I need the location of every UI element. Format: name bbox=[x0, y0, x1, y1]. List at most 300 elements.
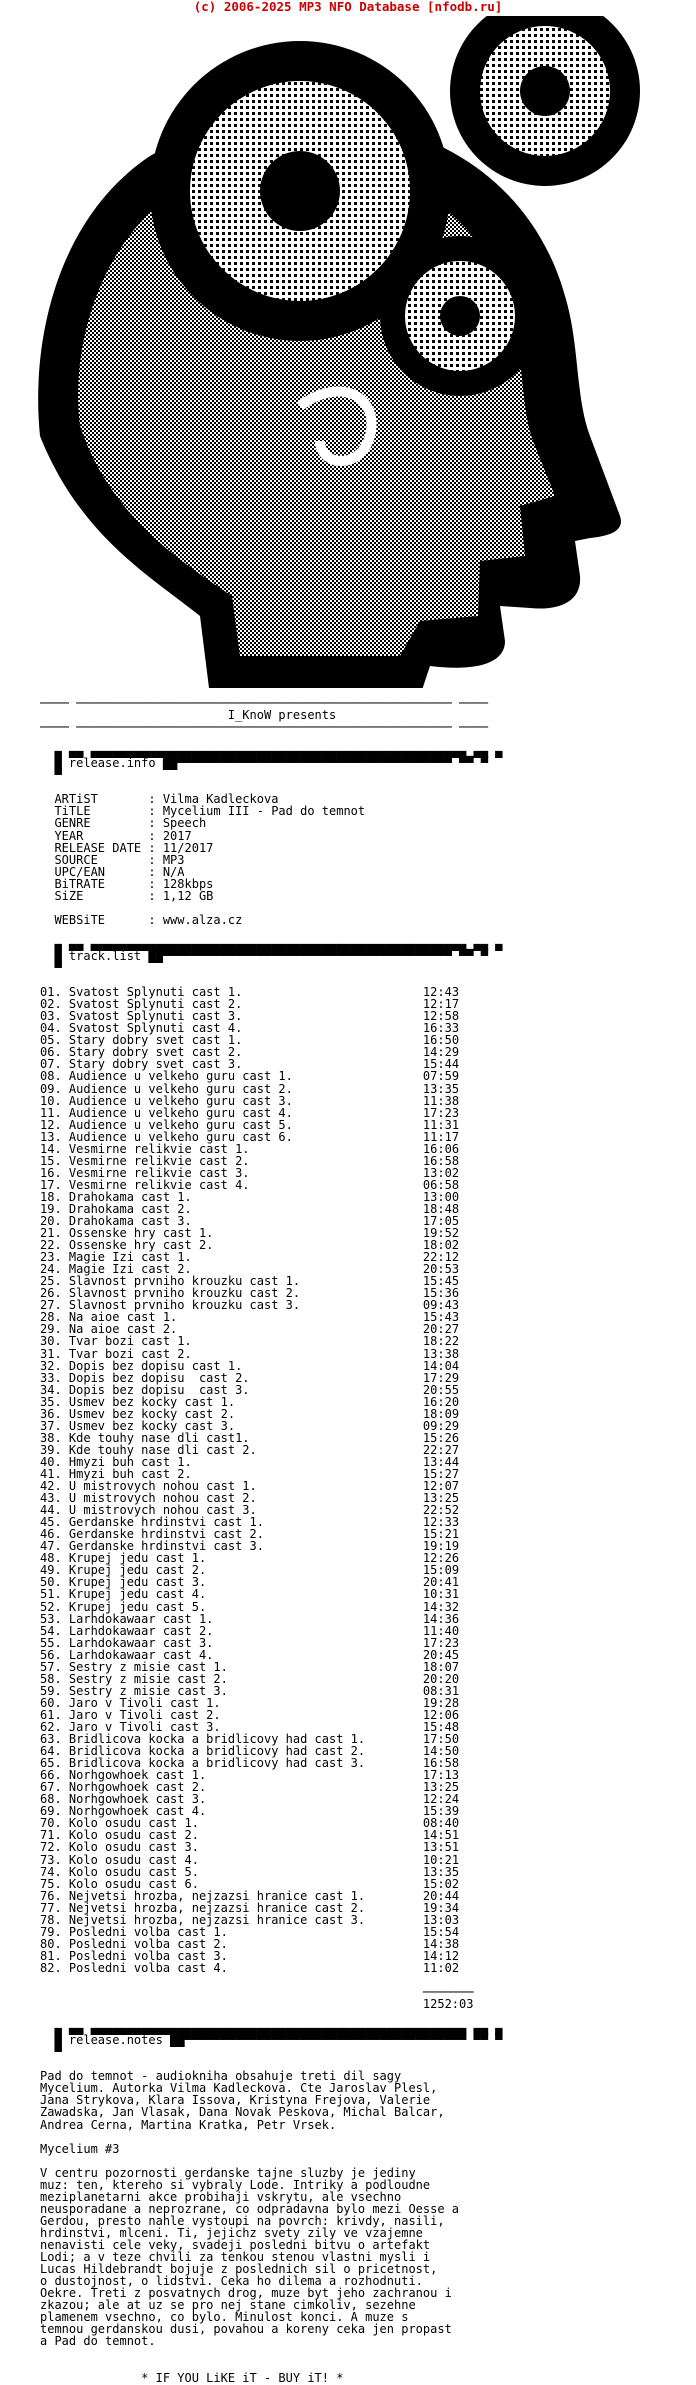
note-line: plamenem vsechno, co bylo. Minulost konci. A muze s bbox=[40, 2310, 409, 2325]
track-number: 46 bbox=[40, 1527, 55, 1542]
track-title: Larhdokawaar cast 1. bbox=[68, 1611, 423, 1626]
track-time: 15:45 bbox=[422, 1274, 460, 1289]
track-time: 17:23 bbox=[422, 1635, 460, 1650]
copyright-banner: (c) 2006-2025 MP3 NFO Database [nfodb.ru] bbox=[193, 0, 503, 14]
track-title: Audience u velkeho guru cast 4. bbox=[68, 1105, 423, 1120]
track-number: 12 bbox=[40, 1117, 55, 1132]
track-number: 35 bbox=[40, 1394, 55, 1409]
track-title: Audience u velkeho guru cast 5. bbox=[68, 1117, 423, 1132]
info-key: YEAR bbox=[54, 828, 149, 843]
track-time: 16:58 bbox=[422, 1153, 460, 1168]
track-time: 14:04 bbox=[422, 1358, 460, 1373]
track-number: 47 bbox=[40, 1539, 55, 1554]
track-title: U mistrovych nohou cast 2. bbox=[68, 1491, 423, 1506]
info-key: UPC/EAN bbox=[54, 864, 149, 879]
track-title: Kde touhy nase dli cast 2. bbox=[68, 1442, 423, 1457]
small-gear-top bbox=[450, 16, 640, 186]
track-number: 64 bbox=[40, 1744, 55, 1759]
track-time: 20:44 bbox=[422, 1888, 460, 1903]
track-number: 54 bbox=[40, 1623, 55, 1638]
info-value: 11/2017 bbox=[162, 840, 214, 855]
head-with-gears-ascii-art bbox=[0, 16, 696, 688]
track-title: Vesmirne relikvie cast 1. bbox=[68, 1141, 423, 1156]
footer-slogan: * IF YOU LiKE iT - BUY iT! * bbox=[141, 2370, 344, 2385]
info-key: TiTLE bbox=[54, 804, 149, 819]
track-time: 11:31 bbox=[422, 1117, 460, 1132]
track-title: Audience u velkeho guru cast 1. bbox=[68, 1069, 423, 1084]
track-title: Svatost Splynuti cast 1. bbox=[68, 985, 423, 1000]
track-number: 66 bbox=[40, 1768, 55, 1783]
track-time: 17:29 bbox=[422, 1370, 460, 1385]
track-number: 72 bbox=[40, 1840, 55, 1855]
track-title: Drahokama cast 3. bbox=[68, 1214, 423, 1229]
track-time: 13:02 bbox=[422, 1165, 460, 1180]
track-title: Sestry z misie cast 2. bbox=[68, 1671, 423, 1686]
track-number: 14 bbox=[40, 1141, 55, 1156]
track-time: 20:41 bbox=[422, 1575, 460, 1590]
track-number: 02 bbox=[40, 997, 55, 1012]
track-title: Ossenske hry cast 2. bbox=[68, 1238, 423, 1253]
track-title: Gerdanske hrdinstvi cast 1. bbox=[68, 1515, 423, 1530]
track-time: 18:07 bbox=[422, 1659, 460, 1674]
small-gear-middle bbox=[380, 236, 540, 396]
track-title: Kolo osudu cast 4. bbox=[68, 1852, 423, 1867]
info-key: GENRE bbox=[54, 816, 149, 831]
track-time: 15:02 bbox=[422, 1876, 460, 1891]
track-number: 67 bbox=[40, 1780, 55, 1795]
track-number: 65 bbox=[40, 1756, 55, 1771]
track-time: 13:25 bbox=[422, 1491, 460, 1506]
track-title: Drahokama cast 2. bbox=[68, 1201, 423, 1216]
track-number: 61 bbox=[40, 1707, 55, 1722]
track-time: 12:06 bbox=[422, 1707, 460, 1722]
track-time: 12:58 bbox=[422, 1009, 460, 1024]
track-number: 17 bbox=[40, 1177, 55, 1192]
track-number: 43 bbox=[40, 1491, 55, 1506]
note-line: muz: ten, ktereho si vybraly Lode. Intriky a podloudne bbox=[40, 2177, 431, 2192]
track-title: Kolo osudu cast 2. bbox=[68, 1828, 423, 1843]
info-value: Vilma Kadleckova bbox=[162, 792, 279, 807]
track-time: 09:43 bbox=[422, 1298, 460, 1313]
track-time: 22:52 bbox=[422, 1503, 460, 1518]
track-time: 14:36 bbox=[422, 1611, 460, 1626]
track-number: 04 bbox=[40, 1021, 55, 1036]
track-time: 20:55 bbox=[422, 1382, 460, 1397]
track-title: Tvar bozi cast 2. bbox=[68, 1346, 423, 1361]
track-time: 17:05 bbox=[422, 1214, 460, 1229]
release-notes-block bbox=[40, 2069, 459, 2348]
track-time: 16:33 bbox=[422, 1021, 460, 1036]
track-time: 11:02 bbox=[422, 1960, 460, 1975]
track-number: 28 bbox=[40, 1310, 55, 1325]
track-title: Krupej jedu cast 2. bbox=[68, 1563, 423, 1578]
track-time: 19:28 bbox=[422, 1695, 460, 1710]
track-title: Kolo osudu cast 1. bbox=[68, 1816, 423, 1831]
track-time: 13:25 bbox=[422, 1780, 460, 1795]
track-title: Nejvetsi hrozba, nejzazsi hranice cast 2. bbox=[68, 1900, 423, 1915]
track-number: 34 bbox=[40, 1382, 55, 1397]
track-title: Bridlicova kocka a bridlicovy had cast 3. bbox=[68, 1756, 423, 1771]
track-time: 20:45 bbox=[422, 1647, 460, 1662]
note-line: a Pad do temnot. bbox=[40, 2334, 156, 2349]
track-number: 62 bbox=[40, 1719, 55, 1734]
track-title: Sestry z misie cast 1. bbox=[68, 1659, 423, 1674]
track-time: 19:19 bbox=[422, 1539, 460, 1554]
track-number: 18 bbox=[40, 1189, 55, 1204]
track-title: Nejvetsi hrozba, nejzazsi hranice cast 3. bbox=[68, 1912, 423, 1927]
track-title: Posledni volba cast 2. bbox=[68, 1936, 423, 1951]
track-number: 01 bbox=[40, 985, 55, 1000]
track-number: 20 bbox=[40, 1214, 55, 1229]
note-line: Lodi; a v teze chvili za tenkou stenou vlastni mysli i bbox=[40, 2250, 431, 2265]
track-time: 17:13 bbox=[422, 1768, 460, 1783]
track-title: U mistrovych nohou cast 1. bbox=[68, 1479, 423, 1494]
track-time: 18:22 bbox=[422, 1334, 460, 1349]
track-time: 15:36 bbox=[422, 1286, 460, 1301]
track-title: Slavnost prvniho krouzku cast 2. bbox=[68, 1286, 423, 1301]
track-number: 55 bbox=[40, 1635, 55, 1650]
track-title: Slavnost prvniho krouzku cast 1. bbox=[68, 1274, 423, 1289]
track-title: Sestry z misie cast 3. bbox=[68, 1683, 423, 1698]
track-title: Vesmirne relikvie cast 2. bbox=[68, 1153, 423, 1168]
note-line: o dustojnost, o lidstvi. Ceka ho dilema a rozhodnuti. bbox=[40, 2274, 423, 2289]
track-title: Svatost Splynuti cast 4. bbox=[68, 1021, 423, 1036]
track-number: 10 bbox=[40, 1093, 55, 1108]
track-title: Svatost Splynuti cast 2. bbox=[68, 997, 423, 1012]
track-number: 38 bbox=[40, 1430, 55, 1445]
track-number: 13 bbox=[40, 1129, 55, 1144]
track-number: 31 bbox=[40, 1346, 55, 1361]
track-time: 15:43 bbox=[422, 1310, 460, 1325]
track-title: Magie Izi cast 1. bbox=[68, 1250, 423, 1265]
track-title: Krupej jedu cast 3. bbox=[68, 1575, 423, 1590]
track-time: 15:54 bbox=[422, 1924, 460, 1939]
note-line: Pad do temnot - audiokniha obsahuje treti dil sagy bbox=[40, 2069, 402, 2084]
track-number: 36 bbox=[40, 1406, 55, 1421]
track-time: 16:06 bbox=[422, 1141, 460, 1156]
track-number: 40 bbox=[40, 1454, 55, 1469]
track-number: 41 bbox=[40, 1467, 55, 1481]
track-time: 15:44 bbox=[422, 1057, 460, 1072]
info-key: ARTiST bbox=[54, 792, 149, 807]
track-time: 15:39 bbox=[422, 1804, 460, 1819]
track-time: 14:12 bbox=[422, 1948, 460, 1963]
track-number: 50 bbox=[40, 1575, 55, 1590]
track-time: 19:52 bbox=[422, 1226, 460, 1241]
info-key: SiZE bbox=[54, 888, 149, 903]
track-number: 33 bbox=[40, 1370, 55, 1385]
track-number: 26 bbox=[40, 1286, 55, 1301]
track-title: Kolo osudu cast 6. bbox=[68, 1876, 423, 1891]
track-title: Audience u velkeho guru cast 6. bbox=[68, 1129, 423, 1144]
track-number: 19 bbox=[40, 1201, 55, 1216]
track-time: 14:38 bbox=[422, 1936, 460, 1951]
track-number: 09 bbox=[40, 1081, 55, 1096]
track-time: 14:51 bbox=[422, 1828, 460, 1843]
track-title: Jaro v Tivoli cast 3. bbox=[68, 1719, 423, 1734]
note-line: Gerdou, presto nahle vystoupi na povrch: krivdy, nasili, bbox=[40, 2213, 445, 2228]
track-list-block: 01. Svatost Splynuti cast 1. 12:43 02. Svatost Splynuti cast 2. 12:17 03. Svatost Splynuti cast 3. 12:58 04. Svatost Splynuti cast 4. 16:33 05. Stary dobry svet cast 1. 16:50 06. Stary dobry svet cast 2. 14:29 07. Stary dobry svet cast 3. 15:44 08. Audience u velkeho guru cast 1. 07:59 09. Audience u velkeho guru cast 2. 13:35 10. Audience u velkeho guru cast 3. 11:38 11. Audience u velkeho guru cast 4. 17:23 12. Audience u velkeho guru cast 5. 11:31 13. Audience u velkeho guru cast 6. 11:17 14. Vesmirne relikvie cast 1. 16:06 15. Vesmirne relikvie cast 2. 16:58 16. Vesmirne relikvie cast 3. 13:02 17. Vesmirne relikvie cast 4. 06:58 18. Drahokama cast 1. 13:00 19. Drahokama cast 2. 18:48 20. Drahokama cast 3. 17:05 21. Ossenske hry cast 1. 19:52 22. Ossenske hry cast 2. 18:02 23. Magie Izi cast 1. 22:12 24. Magie Izi cast 2. 20:53 25. Slavnost prvniho krouzku cast 1. 15:45 26. Slavnost prvniho krouzku cast 2. 15:36 27. Slavnost prvniho krouzku cast 3. 09:43 28. Na aioe cast 1. 15:43 29. Na aioe cast 2. 20:27 30. Tvar bozi cast 1. 18:22 31. Tvar bozi cast 2. 13:38 32. Dopis bez dopisu cast 1. 14:04 33. Dopis bez dopisu cast 2. 17:29 34. Dopis bez dopisu cast 3. 20:55 35. Usmev bez kocky cast 1. 16:20 36. Usmev bez kocky cast 2. 18:09 37. Usmev bez kocky cast 3. 09:29 38. Kde touhy nase dli cast1. 15:26 39. Kde touhy nase dli cast 2. 22:27 40. Hmyzi buh cast 1. 13:44 41. Hmyzi buh cast 2. 15:27 42. U mistrovych nohou cast 1. 12:07 43. U mistrovych nohou cast 2. 13:25 44. U mistrovych nohou cast 3. 22:52 45. Gerdanske hrdinstvi cast 1. 12:33 46. Gerdanske hrdinstvi cast 2. 15:21 47. Gerdanske hrdinstvi cast 3. 19:19 48. Krupej jedu cast 1. 12:26 49. Krupej jedu cast 2. 15:09 50. Krupej jedu cast 3. 20:41 51. Krupej jedu cast 4. 10:31 52. Krupej jedu cast 5. 14:32 53. Larhdokawaar cast 1. 14:36 54. Larhdokawaar cast 2. 11:40 55. Larhdokawaar cast 3. 17:23 56. Larhdokawaar cast 4. 20:45 57. Sestry z misie cast 1. 18:07 58. Sestry z misie cast 2. 20:20 59. Sestry z misie cast 3. 08:31 60. Jaro v Tivoli cast 1. 19:28 61. Jaro v Tivoli cast 2. 12:06 62. Jaro v Tivoli cast 3. 15:48 63. Bridlicova kocka a bridlicovy had cast 1. 17:50 64. Bridlicova kocka a bridlicovy had cast 2. 14:50 65. Bridlicova kocka a bridlicovy had cast 3. 16:58 66. Norhgowhoek cast 1. 17:13 67. Norhgowhoek cast 2. 13:25 68. Norhgowhoek cast 3. 12:24 69. Norhgowhoek cast 4. 15:39 70. Kolo osudu cast 1. 08:40 71. Kolo osudu cast 2. 14:51 72. Kolo osudu cast 3. 13:51 73. Kolo osudu cast 4. 10:21 74. Kolo osudu cast 5. 13:35 75. Kolo osudu cast 6. 15:02 76. Nejvetsi hrozba, nejzazsi hranice cast 1. 20:44 77. Nejvetsi hrozba, nejzazsi hranice cast 2. 19:34 78. Nejvetsi hrozba, nejzazsi hranice cast 3. 13:03 79. Posledni volba cast 1. 15:54 80. Posledni volba cast 2. 14:38 81. Posledni volba cast 3. 14:12 82. Posledni volba cast 4. 11:02 bbox=[40, 985, 460, 1975]
track-title: Bridlicova kocka a bridlicovy had cast 1. bbox=[68, 1732, 423, 1747]
section-release-info: release.info bbox=[68, 756, 156, 771]
track-number: 45 bbox=[40, 1515, 55, 1530]
track-title: Ossenske hry cast 1. bbox=[68, 1226, 423, 1241]
track-number: 76 bbox=[40, 1888, 55, 1903]
track-title: Vesmirne relikvie cast 4. bbox=[68, 1177, 423, 1192]
track-number: 82 bbox=[40, 1960, 55, 1975]
track-time: 08:31 bbox=[422, 1683, 460, 1698]
track-number: 59 bbox=[40, 1683, 55, 1698]
track-time: 14:32 bbox=[422, 1599, 460, 1614]
track-time: 22:12 bbox=[422, 1250, 460, 1265]
track-time: 15:09 bbox=[422, 1563, 460, 1578]
info-value: 128kbps bbox=[162, 876, 214, 891]
track-title: Usmev bez kocky cast 2. bbox=[68, 1406, 423, 1421]
track-title: Posledni volba cast 3. bbox=[68, 1948, 423, 1963]
track-time: 13:35 bbox=[422, 1081, 460, 1096]
track-title: Usmev bez kocky cast 3. bbox=[68, 1418, 423, 1433]
track-title: Audience u velkeho guru cast 2. bbox=[68, 1081, 423, 1096]
track-time: 13:35 bbox=[422, 1864, 460, 1879]
track-title: U mistrovych nohou cast 3. bbox=[68, 1503, 423, 1518]
note-line: Mycelium #3 bbox=[40, 2141, 120, 2156]
track-title: Krupej jedu cast 1. bbox=[68, 1551, 423, 1566]
track-time: 19:34 bbox=[422, 1900, 460, 1915]
track-time: 16:20 bbox=[422, 1394, 460, 1409]
track-time: 10:31 bbox=[422, 1587, 460, 1602]
track-number: 16 bbox=[40, 1165, 55, 1180]
track-title: Na aioe cast 1. bbox=[68, 1310, 423, 1325]
track-title: Nejvetsi hrozba, nejzazsi hranice cast 1. bbox=[68, 1888, 423, 1903]
nfo-text: ──── ──────────────────────────────────────────────────── ──── I_KnoW presents ──── ──────────────────────────────────────────────────── ──── ▄ ▄▄ ▄▄▄▄▄▄▄▄▄▄▄▄▄▄▄▄▄▄▄▄▄▄▄▄▄▄▄▄▄▄▄▄▄▄▄▄▄▄▄▄▄▄▄▄▄▄▄▄▄▄▄▄ ▄▄ ▄ █ release.info ██▀▀▀▀▀▀▀▀▀▀▀▀▀▀▀▀▀▀▀▀▀▀▀▀▀▀▀▀▀▀▀▀▀▀▀▀▀▀ ▀▀ ▀ ▀ ARTiST : Vilma Kadleckova TiTLE : Mycelium III - Pad do temnot GENRE : Speech YEAR : 2017 RELEASE DATE : 11/2017 SOURCE : MP3 UPC/EAN : N/A BiTRATE : 128kbps SiZE : 1,12 GB WEBSiTE : www.alza.cz ▄ ▄▄ ▄▄▄▄▄▄▄▄▄▄▄▄▄▄▄▄▄▄▄▄▄▄▄▄▄▄▄▄▄▄▄▄▄▄▄▄▄▄▄▄▄▄▄▄▄▄▄▄▄▄▄▄ ▄▄ ▄ █ track.list ██▀▀▀▀▀▀▀▀▀▀▀▀▀▀▀▀▀▀▀▀▀▀▀▀▀▀▀▀▀▀▀▀▀▀▀▀▀▀▀▀ ▀▀ ▀ ▀ 01. Svatost Splynuti cast 1. 12:43 02. Svatost Splynuti cast 2. 12:17 03. Svatost Splynuti cast 3. 12:58 04. Svatost Splynuti cast 4. 16:33 05. Stary dobry svet cast 1. 16:50 06. Stary dobry svet cast 2. 14:29 07. Stary dobry svet cast 3. 15:44 08. Audience u velkeho guru cast 1. 07:59 09. Audience u velkeho guru cast 2. 13:35 10. Audience u velkeho guru cast 3. 11:38 11. Audience u velkeho guru cast 4. 17:23 12. Audience u velkeho guru cast 5. 11:31 13. Audience u velkeho guru cast 6. 11:17 14. Vesmirne relikvie cast 1. 16:06 15. Vesmirne relikvie cast 2. 16:58 16. Vesmirne relikvie cast 3. 13:02 17. Vesmirne relikvie cast 4. 06:58 18. Drahokama cast 1. 13:00 19. Drahokama cast 2. 18:48 20. Drahokama cast 3. 17:05 21. Ossenske hry cast 1. 19:52 22. Ossenske hry cast 2. 18:02 23. Magie Izi cast 1. 22:12 24. Magie Izi cast 2. 20:53 25. Slavnost prvniho krouzku cast 1. 15:45 26. Slavnost prvniho krouzku cast 2. 15:36 27. Slavnost prvniho krouzku cast 3. 09:43 28. Na aioe cast 1. 15:43 29. Na aioe cast 2. 20:27 30. Tvar bozi cast 1. 18:22 31. Tvar bozi cast 2. 13:38 32. Dopis bez dopisu cast 1. 14:04 33. Dopis bez dopisu cast 2. 17:29 34. Dopis bez dopisu cast 3. 20:55 35. Usmev bez kocky cast 1. 16:20 36. Usmev bez kocky cast 2. 18:09 37. Usmev bez kocky cast 3. 09:29 38. Kde touhy nase dli cast1. 15:26 39. Kde touhy nase dli cast 2. 22:27 40. Hmyzi buh cast 1. 13:44 41. Hmyzi buh cast 2. 15:27 42. U mistrovych nohou cast 1. 12:07 43. U mistrovych nohou cast 2. 13:25 44. U mistrovych nohou cast 3. 22:52 45. Gerdanske hrdinstvi cast 1. 12:33 46. Gerdanske hrdinstvi cast 2. 15:21 47. Gerdanske hrdinstvi cast 3. 19:19 48. Krupej jedu cast 1. 12:26 49. Krupej jedu cast 2. 15:09 50. Krupej jedu cast 3. 20:41 51. Krupej jedu cast 4. 10:31 52. Krupej jedu cast 5. 14:32 53. Larhdokawaar cast 1. 14:36 54. Larhdokawaar cast 2. 11:40 55. Larhdokawaar cast 3. 17:23 56. Larhdokawaar cast 4. 20:45 57. Sestry z misie cast 1. 18:07 58. Sestry z misie cast 2. 20:20 59. Sestry z misie cast 3. 08:31 60. Jaro v Tivoli cast 1. 19:28 61. Jaro v Tivoli cast 2. 12:06 62. Jaro v Tivoli cast 3. 15:48 63. Bridlicova kocka a bridlicovy had cast 1. 17:50 64. Bridlicova kocka a bridlicovy had cast 2. 14:50 65. Bridlicova kocka a bridlicovy had cast 3. 16:58 66. Norhgowhoek cast 1. 17:13 67. Norhgowhoek cast 2. 13:25 68. Norhgowhoek cast 3. 12:24 69. Norhgowhoek cast 4. 15:39 70. Kolo osudu cast 1. 08:40 71. Kolo osudu cast 2. 14:51 72. Kolo osudu cast 3. 13:51 73. Kolo osudu cast 4. 10:21 74. Kolo osudu cast 5. 13:35 75. Kolo osudu cast 6. 15:02 76. Nejvetsi hrozba, nejzazsi hranice cast 1. 20:44 77. Nejvetsi hrozba, nejzazsi hranice cast 2. 19:34 78. Nejvetsi hrozba, nejzazsi hranice cast 3. 13:03 79. Posledni volba cast 1. 15:54 80. Posledni volba cast 2. 14:38 81. Posledni volba cast 3. 14:12 82. Posledni volba cast 4. 11:02 ─────── 1252:03 ▄ ▄▄ ▄▄▄▄▄▄▄▄▄▄▄▄▄▄▄▄▄▄▄▄▄▄▄▄▄▄▄▄▄▄▄▄▄▄▄▄▄▄▄▄▄▄▄▄▄▄▄▄▄▄▄▄ ▄▄ ▄ █ release.notes ██▀▀▀▀▀▀▀▀▀▀▀▀▀▀▀▀▀▀▀▀▀▀▀▀▀▀▀▀▀▀▀▀▀▀▀▀▀▀▀ ▀▀ ▀ ▀ Pad do temnot - audiokniha obsahuje treti dil sagy Mycelium. Autorka Vilma Kadleckova. Cte Jaroslav Plesl, Jana Strykova, Klara Issova, Kristyna Frejova, Valerie Zawadska, Jan Vlasak, Dana Novak Peskova, Michal Balcar, Andrea Cerna, Martina Kratka, Petr Vrsek. Mycelium #3 V centru pozornosti gerdanske tajne sluzby je jediny muz: ten, ktereho si vybraly Lode. Intriky a podloudne meziplanetarni akce probihaji vskrytu, ale vsechno neusporadane a neprozrane, co odpradavna bylo mezi Oesse a Gerdou, presto nahle vystoupi na povrch: krivdy, nasili, hrdinstvi, mlceni. Ti, jejichz svety zily ve vzajemne nenavisti cele veky, svadeji posledni bitvu o artefakt Lodi; a v teze chvili za tenkou stenou vlastni mysli i Lucas Hildebrandt bojuje z poslednich sil o pricetnost, o dustojnost, o lidstvi. Ceka ho dilema a rozhodnuti. Oekre. Treti z posvatnych drog, muze byt jeho zachranou i zkazou; ale at uz se pro nej stane cimkoliv, sezehne plamenem vsechno, co bylo. Minulost konci. A muze s temnou gerdanskou dusi, povahou a koreny ceka jen propast a Pad do temnot. * IF YOU LiKE iT - BUY iT! * bbox=[40, 696, 503, 2385]
track-time: 12:24 bbox=[422, 1792, 460, 1807]
track-time: 13:44 bbox=[422, 1454, 460, 1469]
track-time: 22:27 bbox=[422, 1442, 460, 1457]
track-number: 63 bbox=[40, 1732, 55, 1747]
track-title: Tvar bozi cast 1. bbox=[68, 1334, 423, 1349]
track-title: Jaro v Tivoli cast 1. bbox=[68, 1695, 423, 1710]
note-line: neusporadane a neprozrane, co odpradavna bylo mezi Oesse a bbox=[40, 2201, 460, 2216]
track-time: 20:20 bbox=[422, 1671, 460, 1686]
track-title: Slavnost prvniho krouzku cast 3. bbox=[68, 1298, 423, 1313]
track-number: 11 bbox=[40, 1105, 55, 1120]
track-number: 52 bbox=[40, 1599, 55, 1614]
track-number: 15 bbox=[40, 1153, 55, 1168]
info-key: BiTRATE bbox=[54, 876, 149, 891]
track-time: 11:40 bbox=[422, 1623, 460, 1638]
track-number: 24 bbox=[40, 1262, 55, 1277]
track-title: Posledni volba cast 4. bbox=[68, 1960, 423, 1975]
track-title: Larhdokawaar cast 2. bbox=[68, 1623, 423, 1638]
track-title: Stary dobry svet cast 3. bbox=[68, 1057, 423, 1072]
track-time: 12:26 bbox=[422, 1551, 460, 1566]
note-line: Oekre. Treti z posvatnych drog, muze byt jeho zachranou i bbox=[40, 2286, 452, 2301]
track-time: 17:50 bbox=[422, 1732, 460, 1747]
track-number: 80 bbox=[40, 1936, 55, 1951]
track-number: 51 bbox=[40, 1587, 55, 1602]
track-time: 12:07 bbox=[422, 1479, 460, 1494]
track-title: Bridlicova kocka a bridlicovy had cast 2. bbox=[68, 1744, 423, 1759]
track-time: 20:27 bbox=[422, 1322, 460, 1337]
track-time: 16:50 bbox=[422, 1033, 460, 1048]
info-value: Speech bbox=[162, 816, 207, 831]
track-title: Audience u velkeho guru cast 3. bbox=[68, 1093, 423, 1108]
track-number: 37 bbox=[40, 1418, 55, 1433]
track-title: Svatost Splynuti cast 3. bbox=[68, 1009, 423, 1024]
track-time: 14:50 bbox=[422, 1744, 460, 1759]
track-number: 53 bbox=[40, 1611, 55, 1626]
note-line: temnou gerdanskou dusi, povahou a koreny ceka jen propast bbox=[40, 2322, 452, 2337]
track-number: 39 bbox=[40, 1442, 55, 1457]
track-time: 11:17 bbox=[422, 1129, 460, 1144]
track-time: 13:51 bbox=[422, 1840, 460, 1855]
track-title: Norhgowhoek cast 3. bbox=[68, 1792, 423, 1807]
track-number: 69 bbox=[40, 1804, 55, 1819]
track-number: 57 bbox=[40, 1659, 55, 1674]
note-line: Zawadska, Jan Vlasak, Dana Novak Peskova, Michal Balcar, bbox=[40, 2105, 445, 2120]
track-title: Kolo osudu cast 3. bbox=[68, 1840, 423, 1855]
track-title: Hmyzi buh cast 2. bbox=[68, 1467, 423, 1481]
track-title: Norhgowhoek cast 4. bbox=[68, 1804, 423, 1819]
section-track-list: track.list bbox=[68, 948, 142, 963]
track-number: 03 bbox=[40, 1009, 55, 1024]
info-value: Mycelium III - Pad do temnot bbox=[162, 804, 366, 819]
track-time: 17:23 bbox=[422, 1105, 460, 1120]
track-time: 13:00 bbox=[422, 1189, 460, 1204]
track-title: Kolo osudu cast 5. bbox=[68, 1864, 423, 1879]
track-number: 21 bbox=[40, 1226, 55, 1241]
track-title: Krupej jedu cast 4. bbox=[68, 1587, 423, 1602]
track-time: 18:09 bbox=[422, 1406, 460, 1421]
track-time: 13:38 bbox=[422, 1346, 460, 1361]
note-line: zkazou; ale at uz se pro nej stane cimkoliv, sezehne bbox=[40, 2298, 416, 2313]
note-line: Lucas Hildebrandt bojuje z poslednich sil o pricetnost, bbox=[40, 2262, 438, 2277]
section-release-notes: release.notes bbox=[68, 2033, 163, 2048]
track-time: 06:58 bbox=[422, 1177, 460, 1192]
track-title: Kde touhy nase dli cast1. bbox=[68, 1430, 423, 1445]
track-title: Krupej jedu cast 5. bbox=[68, 1599, 423, 1614]
track-title: Norhgowhoek cast 1. bbox=[68, 1768, 423, 1783]
track-title: Jaro v Tivoli cast 2. bbox=[68, 1707, 423, 1722]
track-title: Norhgowhoek cast 2. bbox=[68, 1780, 423, 1795]
track-title: Dopis bez dopisu cast 3. bbox=[68, 1382, 423, 1397]
track-number: 23 bbox=[40, 1250, 55, 1265]
track-title: Larhdokawaar cast 3. bbox=[68, 1635, 423, 1650]
info-key: SOURCE bbox=[54, 852, 149, 867]
track-number: 71 bbox=[40, 1828, 55, 1843]
track-number: 81 bbox=[40, 1948, 55, 1963]
track-number: 44 bbox=[40, 1503, 55, 1518]
track-number: 42 bbox=[40, 1479, 55, 1494]
website-key: WEBSiTE bbox=[54, 912, 149, 927]
track-title: Na aioe cast 2. bbox=[68, 1322, 423, 1337]
track-title: Stary dobry svet cast 1. bbox=[68, 1033, 423, 1048]
track-title: Gerdanske hrdinstvi cast 3. bbox=[68, 1539, 423, 1554]
track-time: 07:59 bbox=[422, 1069, 460, 1084]
info-value: MP3 bbox=[162, 852, 185, 867]
track-title: Gerdanske hrdinstvi cast 2. bbox=[68, 1527, 423, 1542]
track-number: 27 bbox=[40, 1298, 55, 1313]
track-time: 16:58 bbox=[422, 1756, 460, 1771]
track-title: Vesmirne relikvie cast 3. bbox=[68, 1165, 423, 1180]
track-number: 74 bbox=[40, 1864, 55, 1879]
track-time: 11:38 bbox=[422, 1093, 460, 1108]
track-number: 05 bbox=[40, 1033, 55, 1048]
track-number: 30 bbox=[40, 1334, 55, 1349]
note-line: Jana Strykova, Klara Issova, Kristyna Frejova, Valerie bbox=[40, 2093, 431, 2108]
track-time: 10:21 bbox=[422, 1852, 460, 1867]
track-number: 75 bbox=[40, 1876, 55, 1891]
track-number: 58 bbox=[40, 1671, 55, 1686]
track-number: 29 bbox=[40, 1322, 55, 1337]
track-number: 73 bbox=[40, 1852, 55, 1867]
track-title: Hmyzi buh cast 1. bbox=[68, 1454, 423, 1469]
track-time: 09:29 bbox=[422, 1418, 460, 1433]
track-time: 20:53 bbox=[422, 1262, 460, 1277]
track-time: 08:40 bbox=[422, 1816, 460, 1831]
release-info-block: ARTiST : Vilma Kadleckova TiTLE : Mycelium III - Pad do temnot GENRE : Speech YEAR : 2017 RELEASE DATE : 11/2017 SOURCE : MP3 UPC/EAN : N/A BiTRATE : 128kbps SiZE : 1,12 GB WEBSiTE : www.alza.cz bbox=[54, 792, 366, 927]
note-line: Mycelium. Autorka Vilma Kadleckova. Cte Jaroslav Plesl, bbox=[40, 2081, 438, 2096]
track-time: 15:48 bbox=[422, 1719, 460, 1734]
track-number: 68 bbox=[40, 1792, 55, 1807]
track-time: 18:02 bbox=[422, 1238, 460, 1253]
track-number: 25 bbox=[40, 1274, 55, 1289]
track-time: 12:43 bbox=[422, 985, 460, 1000]
info-key: RELEASE DATE bbox=[54, 840, 149, 855]
track-number: 22 bbox=[40, 1238, 55, 1253]
track-time: 14:29 bbox=[422, 1045, 460, 1060]
track-time: 15:27 bbox=[422, 1467, 460, 1481]
track-number: 78 bbox=[40, 1912, 55, 1927]
track-time: 18:48 bbox=[422, 1201, 460, 1216]
track-number: 49 bbox=[40, 1563, 55, 1578]
track-title: Magie Izi cast 2. bbox=[68, 1262, 423, 1277]
website-value: www.alza.cz bbox=[162, 912, 243, 927]
info-value: N/A bbox=[162, 864, 185, 879]
info-value: 1,12 GB bbox=[162, 888, 214, 903]
track-time: 12:17 bbox=[422, 997, 460, 1012]
track-title: Dopis bez dopisu cast 1. bbox=[68, 1358, 423, 1373]
track-title: Drahokama cast 1. bbox=[68, 1189, 423, 1204]
track-number: 77 bbox=[40, 1900, 55, 1915]
track-number: 08 bbox=[40, 1069, 55, 1084]
track-time: 12:33 bbox=[422, 1515, 460, 1530]
track-number: 56 bbox=[40, 1647, 55, 1662]
track-number: 32 bbox=[40, 1358, 55, 1373]
track-time: 15:21 bbox=[422, 1527, 460, 1542]
track-number: 70 bbox=[40, 1816, 55, 1831]
track-number: 60 bbox=[40, 1695, 55, 1710]
track-title: Posledni volba cast 1. bbox=[68, 1924, 423, 1939]
track-number: 79 bbox=[40, 1924, 55, 1939]
track-title: Stary dobry svet cast 2. bbox=[68, 1045, 423, 1060]
track-title: Dopis bez dopisu cast 2. bbox=[68, 1370, 423, 1385]
note-line: hrdinstvi, mlceni. Ti, jejichz svety zily ve vzajemne bbox=[40, 2225, 423, 2240]
presenter: I_KnoW presents bbox=[227, 708, 337, 723]
track-time: 13:03 bbox=[422, 1912, 460, 1927]
note-line: nenavisti cele veky, svadeji posledni bitvu o artefakt bbox=[40, 2238, 431, 2252]
track-title: Larhdokawaar cast 4. bbox=[68, 1647, 423, 1662]
note-line: meziplanetarni akce probihaji vskrytu, ale vsechno bbox=[40, 2189, 402, 2204]
track-number: 48 bbox=[40, 1551, 55, 1566]
info-value: 2017 bbox=[162, 828, 192, 843]
track-time: 15:26 bbox=[422, 1430, 460, 1445]
note-line: Andrea Cerna, Martina Kratka, Petr Vrsek. bbox=[40, 2117, 337, 2132]
track-number: 06 bbox=[40, 1045, 55, 1060]
note-line: V centru pozornosti gerdanske tajne sluzby je jediny bbox=[40, 2165, 416, 2180]
track-title: Usmev bez kocky cast 1. bbox=[68, 1394, 423, 1409]
track-number: 07 bbox=[40, 1057, 55, 1072]
